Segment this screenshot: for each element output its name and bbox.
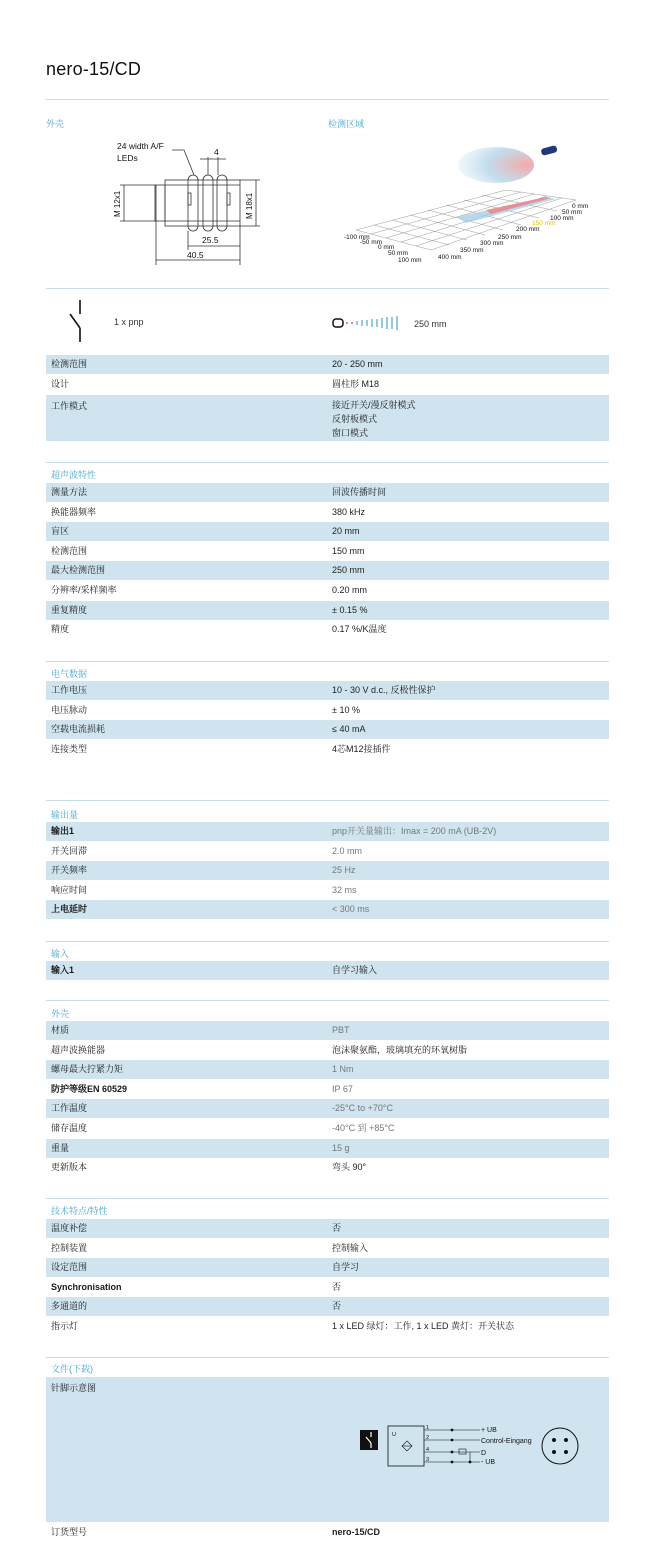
row-key: 超声波换能器 [51, 1044, 106, 1055]
row-key: 重量 [51, 1142, 70, 1153]
divider [46, 99, 609, 100]
axis-neg50: -50 mm [360, 239, 383, 246]
row-value: 10 - 30 V d.c., 反极性保护 [332, 685, 436, 695]
row-key: 输出1 [51, 826, 75, 836]
technical-row [46, 1317, 609, 1336]
row-key: 开关频率 [51, 865, 88, 876]
row-key: 指示灯 [51, 1321, 79, 1331]
d-label: D [481, 1450, 487, 1457]
section-documents: 文件(下载) [51, 1364, 93, 1374]
axis-left-0: 0 mm [378, 244, 395, 251]
row-value: 控制输入 [332, 1242, 369, 1253]
section-output: 输出量 [51, 810, 79, 820]
electrical-row [46, 740, 609, 759]
switch-output-label: 1 x pnp [114, 317, 144, 327]
row-key: 检测范围 [51, 359, 88, 369]
row-design [46, 375, 609, 394]
u-label: U [392, 1432, 396, 1438]
section-housing: 外壳 [51, 1009, 70, 1019]
axis-400: 400 mm [438, 254, 462, 261]
input-row [46, 961, 609, 980]
row-value: 弯头 90° [332, 1162, 367, 1173]
housing-row [46, 1060, 609, 1079]
output-row [46, 861, 609, 880]
row-key: 多通道的 [51, 1301, 88, 1312]
output-row [46, 881, 609, 900]
row-value: 回波传播时间 [332, 487, 387, 497]
row-value: 否 [332, 1301, 342, 1312]
row-key: 响应时间 [51, 884, 88, 895]
row-value: -40°C 到 +85°C [332, 1123, 395, 1133]
electrical-row [46, 720, 609, 739]
divider [46, 661, 609, 662]
row-value: ± 0.15 % [332, 604, 368, 615]
row-value: 0.20 mm [332, 585, 368, 595]
axis-0: 0 mm [572, 203, 589, 210]
ultrasonic-row [46, 620, 609, 639]
row-value: 2.0 mm [332, 845, 363, 856]
row-key: 工作模式 [51, 401, 88, 411]
divider [46, 1198, 609, 1199]
row-key: 控制装置 [51, 1242, 88, 1253]
row-value: 4芯M12接插件 [332, 743, 391, 754]
row-value: 自学习输入 [332, 965, 378, 975]
row-value: 1 x LED 绿灯：工作, 1 x LED 黄灯：开关状态 [332, 1321, 515, 1331]
row-value: 32 ms [332, 884, 357, 895]
row-operating-mode [46, 395, 609, 441]
axis-150: 150 mm [532, 220, 556, 227]
ultrasonic-row [46, 522, 609, 541]
ub-minus-label: - UB [481, 1459, 495, 1466]
pin-number: 3 [426, 1457, 430, 1463]
pin-number: 1 [426, 1425, 430, 1431]
row-value: -25°C to +70°C [332, 1103, 393, 1114]
axis-left-100: 100 mm [398, 257, 422, 264]
ultrasonic-row [46, 483, 609, 502]
housing-row [46, 1099, 609, 1118]
pin-diagram-block [46, 1377, 609, 1522]
row-key: 更新版本 [51, 1162, 88, 1173]
divider [46, 800, 609, 801]
wiring-diagram [358, 1422, 583, 1472]
m12-label: M 12x1 [113, 190, 122, 217]
technical-row [46, 1239, 609, 1258]
axis-200: 200 mm [516, 226, 540, 233]
row-value: ± 10 % [332, 704, 360, 715]
pin-number: 4 [426, 1447, 430, 1453]
mode-line: 接近开关/漫反射模式 [332, 400, 416, 410]
row-key: 设定范围 [51, 1262, 88, 1273]
m18-label: M 18x1 [245, 192, 254, 219]
row-value: 250 mm [332, 565, 365, 576]
row-key: 盲区 [51, 526, 70, 537]
row-value: 否 [332, 1223, 342, 1233]
housing-drawing-label: 外壳 [46, 119, 65, 129]
row-key: 空载电流损耗 [51, 724, 106, 735]
row-key: 开关回滞 [51, 845, 88, 856]
detection-zone-label: 检测区域 [328, 119, 365, 129]
row-key: 连接类型 [51, 743, 88, 754]
housing-row [46, 1080, 609, 1099]
technical-row [46, 1278, 609, 1297]
axis-250: 250 mm [498, 234, 522, 241]
housing-row [46, 1139, 609, 1158]
row-key: 输入1 [51, 965, 75, 975]
dimension-drawing [100, 135, 270, 270]
row-key: 温度补偿 [51, 1223, 88, 1233]
row-value: pnp开关量输出：Imax = 200 mA (UB-2V) [332, 826, 497, 836]
row-value: 15 g [332, 1142, 350, 1153]
row-key: 材质 [51, 1025, 70, 1035]
divider [46, 288, 609, 289]
technical-row [46, 1297, 609, 1316]
row-value: 1 Nm [332, 1064, 354, 1075]
row-key: 螺母最大拧紧力矩 [51, 1064, 124, 1075]
section-electrical: 电气数据 [51, 669, 88, 679]
electrical-row [46, 681, 609, 700]
control-input-label: Control-Eingang [481, 1438, 532, 1445]
ultrasonic-row [46, 503, 609, 522]
row-value: 380 kHz [332, 506, 366, 517]
switch-icon [66, 300, 86, 342]
housing-row [46, 1119, 609, 1138]
divider [46, 1000, 609, 1001]
width-af-label: 24 width A/F [117, 141, 164, 151]
ultrasonic-row [46, 601, 609, 620]
row-value: 150 mm [332, 545, 365, 556]
row-key: 电压脉动 [51, 704, 88, 715]
housing-row [46, 1041, 609, 1060]
axis-left-50: 50 mm [388, 250, 408, 257]
divider [46, 462, 609, 463]
axis-50: 50 mm [562, 209, 582, 216]
row-value: 泡沫聚氨酯，玻璃填充的环氧树脂 [332, 1044, 468, 1055]
row-key: 储存温度 [51, 1123, 88, 1133]
row-key: 测量方法 [51, 487, 88, 497]
ultrasonic-row [46, 542, 609, 561]
pin-number: 2 [426, 1435, 430, 1441]
section-technical: 技术特点/特性 [51, 1206, 108, 1216]
range-value-label: 250 mm [414, 319, 447, 329]
divider [46, 1357, 609, 1358]
row-value: 25 Hz [332, 865, 356, 876]
technical-row [46, 1219, 609, 1238]
detection-zone-drawing [336, 135, 606, 270]
row-key: 上电延时 [51, 904, 88, 915]
row-value: IP 67 [332, 1083, 353, 1094]
row-key: Synchronisation [51, 1281, 122, 1292]
pin-diagram-label: 针脚示意图 [51, 1383, 97, 1393]
dim-25-label: 25.5 [202, 235, 219, 245]
sensor-range-icon [332, 315, 407, 331]
axis-350: 350 mm [460, 247, 484, 254]
row-key: 工作电压 [51, 685, 88, 695]
output-row [46, 842, 609, 861]
dim-4-label: 4 [214, 147, 219, 157]
axis-neg100: -100 mm [344, 234, 370, 241]
row-value: ≤ 40 mA [332, 724, 366, 735]
row-key: 检测范围 [51, 545, 88, 556]
section-ultrasonic: 超声波特性 [51, 470, 97, 480]
housing-row [46, 1021, 609, 1040]
row-value: nero-15/CD [332, 1527, 381, 1537]
row-value: 20 - 250 mm [332, 359, 383, 369]
ultrasonic-row [46, 561, 609, 580]
ultrasonic-row [46, 581, 609, 600]
row-detection-range [46, 355, 609, 374]
row-key: 重复精度 [51, 604, 88, 615]
row-value: 否 [332, 1281, 342, 1292]
output-row [46, 900, 609, 919]
row-key: 防护等级EN 60529 [51, 1083, 128, 1094]
row-order-number [46, 1523, 609, 1542]
section-input: 输入 [51, 949, 70, 959]
row-value: 自学习 [332, 1262, 360, 1273]
housing-row [46, 1158, 609, 1177]
axis-300: 300 mm [480, 240, 504, 247]
axis-100: 100 mm [550, 215, 574, 222]
row-value: 0.17 %/K温度 [332, 624, 387, 635]
row-key: 工作温度 [51, 1103, 88, 1114]
row-value: 20 mm [332, 526, 360, 537]
row-key: 最大检测范围 [51, 565, 106, 576]
row-key: 分辨率/采样频率 [51, 585, 117, 595]
row-value: 圆柱形 M18 [332, 379, 380, 389]
technical-row [46, 1258, 609, 1277]
row-key: 订货型号 [51, 1527, 88, 1537]
electrical-row [46, 701, 609, 720]
mode-line: 窗口模式 [332, 428, 369, 438]
divider [46, 941, 609, 942]
row-value: < 300 ms [332, 904, 370, 915]
page-title: nero-15/CD [46, 59, 142, 79]
mode-line: 反射板模式 [332, 414, 378, 424]
row-key: 换能器频率 [51, 506, 97, 517]
leds-label: LEDs [117, 153, 138, 163]
output-row [46, 822, 609, 841]
dim-40-label: 40.5 [187, 250, 204, 260]
row-key: 设计 [51, 379, 70, 389]
ub-plus-label: + UB [481, 1427, 497, 1434]
row-value: PBT [332, 1025, 350, 1035]
row-key: 精度 [51, 624, 70, 635]
